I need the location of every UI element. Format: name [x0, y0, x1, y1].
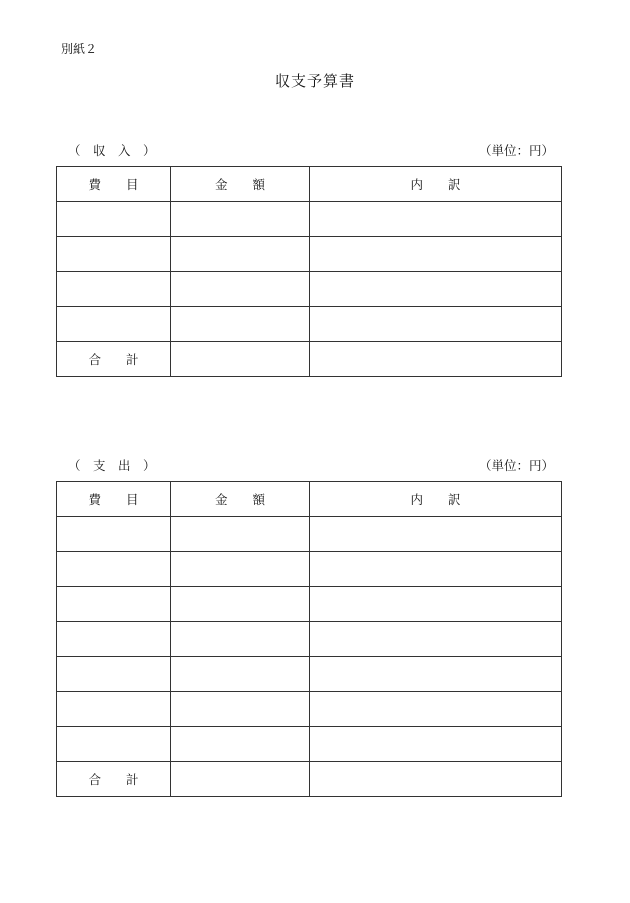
- expense-table-row: [57, 657, 562, 692]
- income-total-breakdown-cell[interactable]: [310, 342, 562, 377]
- expense-amount-cell[interactable]: [171, 727, 310, 762]
- income-amount-cell[interactable]: [171, 272, 310, 307]
- income-section-label: （ 収 入 ）: [68, 143, 156, 158]
- income-amount-cell[interactable]: [171, 202, 310, 237]
- income-header-row: [57, 167, 562, 202]
- expense-header-breakdown: 内 訳: [310, 482, 562, 517]
- income-amount-cell[interactable]: [171, 307, 310, 342]
- expense-header-row: [57, 482, 562, 517]
- expense-table: [56, 481, 562, 797]
- income-total-amount-cell[interactable]: [171, 342, 310, 377]
- expense-breakdown-cell[interactable]: [310, 622, 562, 657]
- expense-breakdown-cell[interactable]: [310, 727, 562, 762]
- expense-total-label: 合 計: [57, 762, 171, 797]
- income-item-cell[interactable]: [57, 237, 171, 272]
- expense-table-row: [57, 692, 562, 727]
- income-amount-cell[interactable]: [171, 237, 310, 272]
- expense-total-row: [57, 762, 562, 797]
- income-breakdown-cell[interactable]: [310, 237, 562, 272]
- expense-total-amount-cell[interactable]: [171, 762, 310, 797]
- document-title: 収支予算書: [274, 72, 355, 90]
- income-header-amount: 金 額: [171, 167, 310, 202]
- expense-unit-label: （単位：円）: [478, 458, 554, 473]
- expense-breakdown-cell[interactable]: [310, 552, 562, 587]
- expense-table-row: [57, 517, 562, 552]
- expense-header-amount: 金 額: [171, 482, 310, 517]
- expense-breakdown-cell[interactable]: [310, 692, 562, 727]
- expense-total-breakdown-cell[interactable]: [310, 762, 562, 797]
- income-breakdown-cell[interactable]: [310, 202, 562, 237]
- income-table-row: [57, 202, 562, 237]
- expense-breakdown-cell[interactable]: [310, 657, 562, 692]
- expense-amount-cell[interactable]: [171, 587, 310, 622]
- expense-item-cell[interactable]: [57, 622, 171, 657]
- expense-table-row: [57, 587, 562, 622]
- expense-item-cell[interactable]: [57, 587, 171, 622]
- income-item-cell[interactable]: [57, 307, 171, 342]
- annex-label: 別紙２: [61, 42, 98, 56]
- income-total-label: 合 計: [57, 342, 171, 377]
- income-table-body: [57, 202, 562, 342]
- expense-item-cell[interactable]: [57, 692, 171, 727]
- income-breakdown-cell[interactable]: [310, 272, 562, 307]
- expense-table-body: [57, 517, 562, 762]
- income-table-row: [57, 272, 562, 307]
- expense-amount-cell[interactable]: [171, 517, 310, 552]
- income-table-row: [57, 237, 562, 272]
- income-header-item: 費 目: [57, 167, 171, 202]
- expense-item-cell[interactable]: [57, 517, 171, 552]
- income-table: [56, 166, 562, 377]
- income-item-cell[interactable]: [57, 202, 171, 237]
- expense-breakdown-cell[interactable]: [310, 587, 562, 622]
- expense-section-label: （ 支 出 ）: [68, 458, 156, 473]
- expense-table-row: [57, 727, 562, 762]
- expense-table-row: [57, 552, 562, 587]
- income-table-row: [57, 307, 562, 342]
- income-unit-label: （単位：円）: [478, 143, 554, 158]
- income-header-breakdown: 内 訳: [310, 167, 562, 202]
- expense-amount-cell[interactable]: [171, 552, 310, 587]
- expense-amount-cell[interactable]: [171, 692, 310, 727]
- income-breakdown-cell[interactable]: [310, 307, 562, 342]
- expense-item-cell[interactable]: [57, 552, 171, 587]
- expense-table-row: [57, 622, 562, 657]
- expense-amount-cell[interactable]: [171, 657, 310, 692]
- expense-breakdown-cell[interactable]: [310, 517, 562, 552]
- income-total-row: [57, 342, 562, 377]
- income-item-cell[interactable]: [57, 272, 171, 307]
- expense-amount-cell[interactable]: [171, 622, 310, 657]
- expense-item-cell[interactable]: [57, 657, 171, 692]
- expense-item-cell[interactable]: [57, 727, 171, 762]
- expense-header-item: 費 目: [57, 482, 171, 517]
